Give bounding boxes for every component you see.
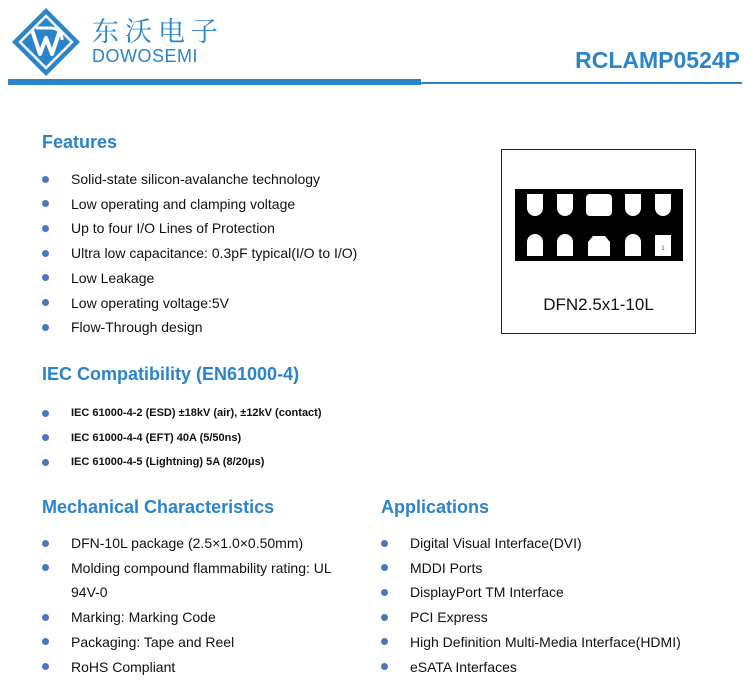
bullet-icon — [381, 589, 388, 596]
list-item: Low operating and clamping voltage — [42, 192, 482, 217]
list-item: Digital Visual Interface(DVI) — [381, 531, 741, 556]
applications-title: Applications — [381, 497, 490, 517]
bullet-icon — [381, 663, 388, 670]
bullet-icon — [42, 274, 49, 281]
list-item: DFN-10L package (2.5×1.0×0.50mm) — [42, 531, 357, 556]
package-figure — [501, 149, 696, 334]
list-item: Ultra low capacitance: 0.3pF typical(I/O to I/O) — [42, 241, 482, 266]
bullet-icon — [42, 459, 49, 466]
list-item: Low Leakage — [42, 266, 482, 291]
part-number: RCLAMP0524P — [575, 47, 740, 73]
list-item: RoHS Compliant — [42, 655, 357, 680]
bullet-icon — [42, 299, 49, 306]
bullet-icon — [42, 250, 49, 257]
bullet-icon — [42, 663, 49, 670]
list-item: DisplayPort TM Interface — [381, 580, 741, 605]
package-label: DFN2.5x1-10L — [543, 295, 654, 314]
bullet-icon — [42, 324, 49, 331]
bullet-icon — [42, 176, 49, 183]
brand-name-chinese: 东沃电子 — [92, 17, 224, 48]
bullet-icon — [42, 225, 49, 232]
list-item: IEC 61000-4-2 (ESD) ±18kV (air), ±12kV (contact) — [42, 401, 482, 426]
mechanical-list — [42, 531, 357, 679]
list-item: Packaging: Tape and Reel — [42, 630, 357, 655]
bullet-icon — [42, 434, 49, 441]
list-item: High Definition Multi-Media Interface(HDMI) — [381, 630, 741, 655]
bullet-icon — [381, 614, 388, 621]
bullet-icon — [42, 540, 49, 547]
features-title: Features — [42, 132, 118, 152]
list-item: PCI Express — [381, 605, 741, 630]
applications-list — [381, 531, 741, 679]
mechanical-title: Mechanical Characteristics — [42, 497, 275, 517]
dfn-package-drawing — [515, 189, 683, 261]
list-item: Flow-Through design — [42, 315, 482, 340]
list-item: Up to four I/O Lines of Protection — [42, 216, 482, 241]
list-item: Solid-state silicon-avalanche technology — [42, 167, 482, 192]
list-item: Molding compound flammability rating: UL 94V-0 — [42, 556, 357, 605]
header-rule-thick — [8, 79, 421, 85]
bullet-icon — [42, 564, 49, 571]
bullet-icon — [42, 200, 49, 207]
iec-title: IEC Compatibility (EN61000-4) — [42, 364, 300, 384]
dowosemi-logo — [10, 6, 82, 78]
list-item: MDDI Ports — [381, 556, 741, 581]
bullet-icon — [42, 614, 49, 621]
list-item: eSATA Interfaces — [381, 655, 741, 680]
bullet-icon — [42, 410, 49, 417]
header-rule-thin — [421, 82, 742, 84]
brand-name-english: DOWOSEMI — [92, 46, 198, 66]
iec-list — [42, 401, 482, 475]
bullet-icon — [381, 638, 388, 645]
bullet-icon — [42, 638, 49, 645]
list-item: Marking: Marking Code — [42, 605, 357, 630]
bullet-icon — [381, 540, 388, 547]
features-list — [42, 167, 482, 340]
bullet-icon — [381, 564, 388, 571]
list-item: IEC 61000-4-5 (Lightning) 5A (8/20μs) — [42, 450, 482, 475]
list-item: IEC 61000-4-4 (EFT) 40A (5/50ns) — [42, 426, 482, 451]
list-item: Low operating voltage:5V — [42, 291, 482, 316]
pin1-marker: 1 — [661, 246, 665, 252]
